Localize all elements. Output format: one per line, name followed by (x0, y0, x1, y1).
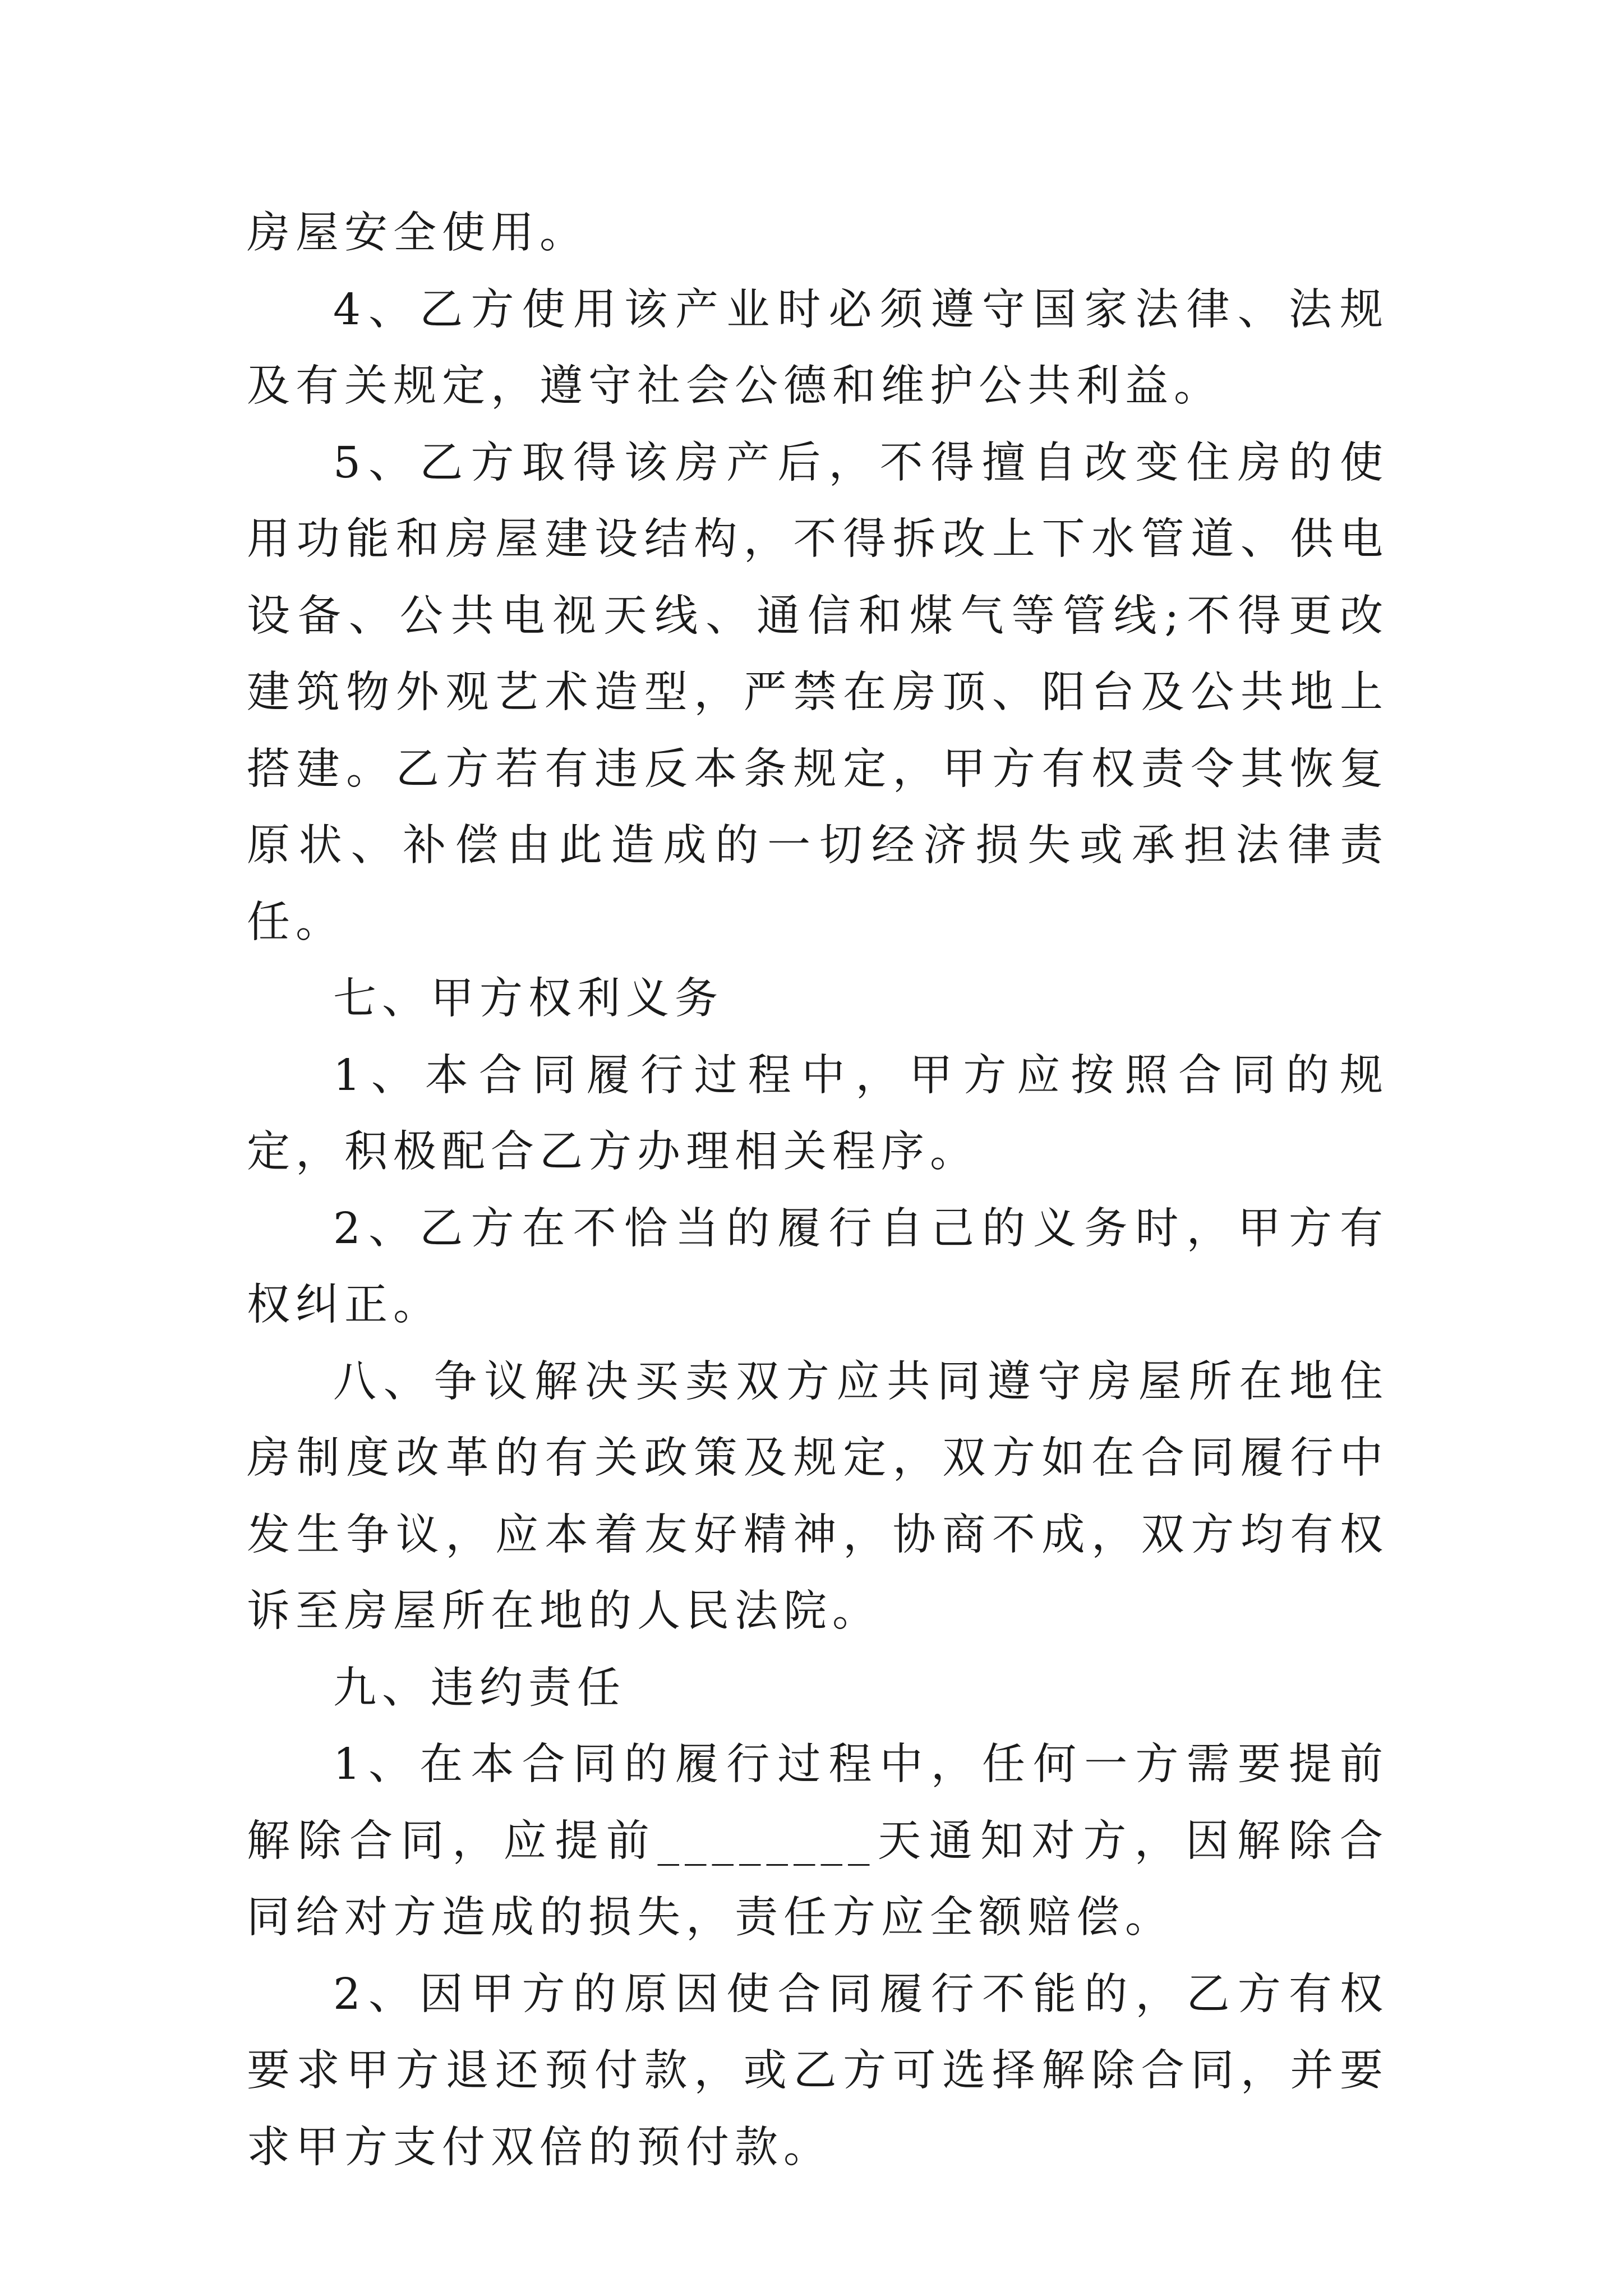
paragraph-section-9-item-1: 1、在本合同的履行过程中，任何一方需要提前解除合同，应提前________天通知对方，因解除合同给对方造成的损失，责任方应全额赔偿。 (247, 1740, 1389, 1943)
paragraph-section-8: 八、争议解决买卖双方应共同遵守房屋所在地住房制度改革的有关政策及规定，双方如在合同履行中发生争议，应本着友好精神，协商不成，双方均有权诉至房屋所在地的人民法院。 (247, 1356, 1389, 1636)
section-heading-7: 七、甲方权利义务 (333, 974, 723, 1024)
paragraph-section-9-item-2: 2、因甲方的原因使合同履行不能的，乙方有权要求甲方退还预付款，或乙方可选择解除合同，并要求甲方支付双倍的预付款。 (247, 1969, 1389, 2173)
section-heading-9: 九、违约责任 (333, 1663, 626, 1713)
paragraph-item-5: 5、乙方取得该房产后，不得擅自改变住房的使用功能和房屋建设结构，不得拆改上下水管道、供电设备、公共电视天线、通信和煤气等管线;不得更改建筑物外观艺术造型，严禁在房顶、阳台及公共地上搭建。乙方若有违反本条规定，甲方有权责令其恢复原状、补偿由此造成的一切经济损失或承担法律责任。 (247, 438, 1389, 947)
paragraph-section-7-item-2: 2、乙方在不恰当的履行自己的义务时，甲方有权纠正。 (247, 1203, 1389, 1330)
paragraph-section-7-item-1: 1、本合同履行过程中，甲方应按照合同的规定，积极配合乙方办理相关程序。 (247, 1050, 1389, 1177)
paragraph-continuation: 房屋安全使用。 (247, 208, 588, 258)
paragraph-item-4: 4、乙方使用该产业时必须遵守国家法律、法规及有关规定，遵守社会公德和维护公共利益。 (247, 284, 1389, 411)
document-body (247, 195, 1389, 2186)
